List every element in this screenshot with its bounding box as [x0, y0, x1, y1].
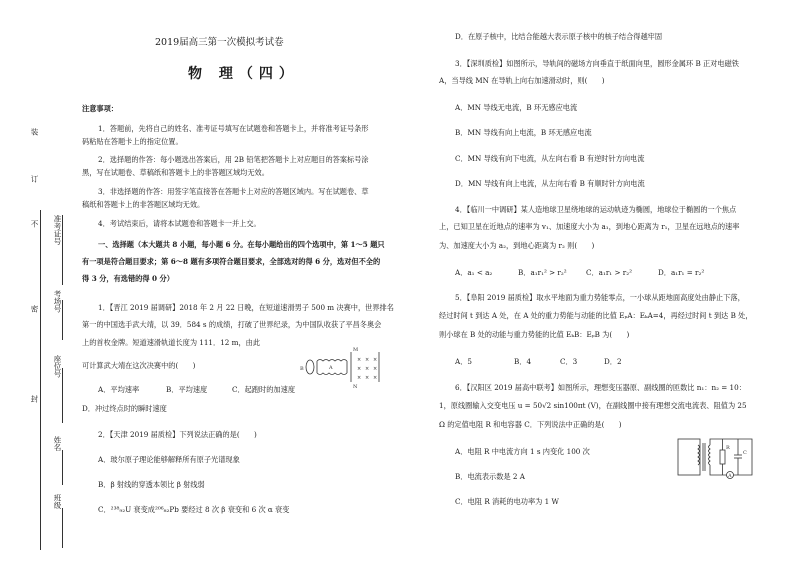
field-line-3 — [62, 368, 63, 423]
q1-option-d: D．冲过终点时的瞬时速度 — [82, 404, 167, 413]
q5-option-c: C．3 — [560, 357, 578, 366]
seal-line — [40, 210, 41, 550]
q5-option-a: A．5 — [455, 357, 472, 366]
q6-option-c: C．电阻 R 消耗的电功率为 1 W — [455, 497, 559, 506]
note-1-line-1: 1．答题前，先将自己的姓名、准考证号填写在试题卷和答题卡上，并将准考证号条形 — [98, 124, 369, 133]
q4-line-1: 4．【临川一中调研】某人造地球卫星绕地球的运动轨迹为椭圆，地球位于椭圆的一个焦点 — [455, 205, 737, 214]
q3-option-c: C．MN 导线有向下电流，从左向右看 B 有逆时针方向电流 — [455, 154, 645, 163]
margin-label-2: 订 — [30, 175, 39, 183]
q6-label-ammeter: A — [728, 474, 732, 479]
note-3-line-2: 稿纸和答题卡上的非答题区域均无效。 — [82, 200, 205, 209]
exam-title: 2019届高三第一次模拟考试卷 — [155, 37, 284, 48]
svg-text:×: × — [365, 366, 370, 372]
note-3-line-1: 3．非选择题的作答：用签字笔直接答在答题卡上对应的答题区域内。写在试题卷、草 — [98, 187, 369, 196]
q6-line-2: 1，原线圈输入交变电压 u = 50√2 sin100πt (V)，在副线圈中接有理想交流电流表、阻值为 25 — [439, 401, 747, 410]
field-line-1 — [62, 215, 63, 285]
svg-text:×: × — [373, 366, 378, 372]
margin-label-3: 不 — [30, 220, 39, 228]
q6-label-c: C — [743, 450, 747, 456]
svg-text:×: × — [365, 375, 370, 381]
note-1-line-2: 码粘贴在答题卡上的指定位置。 — [82, 137, 183, 146]
q1-label-a: A — [329, 365, 333, 371]
q4-option-a: A．a₁ < a₂ — [455, 268, 493, 277]
svg-text:×: × — [357, 357, 362, 363]
q2-option-d: D．在原子核中，比结合能越大表示原子核中的核子结合得越牢固 — [455, 32, 663, 41]
q4-line-2: 上，已知卫星在近地点的速率为 v₁、加速度大小为 a₁，到地心距离为 r₁，卫星在远地点的速率 — [439, 222, 740, 231]
q3-line-2: A，当导线 MN 在导轨上向右加速滑动时，则( ) — [439, 76, 605, 85]
field-name: 姓名 — [53, 436, 62, 451]
q2-option-b: B．β 射线的穿透本领比 β 射线弱 — [98, 480, 205, 489]
q2-stem: 2．【天津 2019 届质检】下列说法正确的是( ) — [98, 430, 257, 439]
q1-option-c: C．起跑时的加速度 — [232, 385, 296, 394]
q1-option-b: B．平均速度 — [166, 385, 208, 394]
q3-line-1: 3．【深圳质检】如图所示，导轨间的磁场方向垂直于纸面向里，圆形金属环 B 正对电磁铁 — [455, 59, 739, 68]
q6-line-1: 6．【汉阳区 2019 届高中联考】如图所示，理想变压器原、副线圈的匝数比 n₁：n₂ = 10： — [455, 383, 746, 392]
field-line-2 — [62, 300, 63, 340]
q2-option-c: C．²³⁸₉₂U 衰变成²⁰⁶₈₂Pb 要经过 8 次 β 衰变和 6 次 α 衰变 — [98, 505, 290, 514]
svg-text:×: × — [373, 375, 378, 381]
q1-option-a: A．平均速率 — [98, 385, 140, 394]
margin-label-4: 密 — [30, 305, 39, 313]
q6-option-a: A．电阻 R 中电流方向 1 s 内变化 100 次 — [455, 447, 590, 456]
q2-option-a: A．玻尔原子理论能够解释所有原子光谱现象 — [98, 455, 240, 464]
q4-option-c: C．a₁r₁ > r₂² — [586, 268, 632, 277]
q1-line-2: 第一的中国选手武大靖，以 39．584 s 的成绩，打破了世界纪录，为中国队收获了平昌冬奥会 — [82, 320, 382, 329]
q4-line-3: 为、加速度大小为 a₂，到地心距离为 r₂ 则( ) — [439, 241, 595, 250]
svg-text:×: × — [365, 357, 370, 363]
q5-line-1: 5．【阜阳 2019 届质检】取水平地面为重力势能零点，一小球从距地面高度处由静止下落， — [455, 293, 745, 302]
note-4-line-1: 4．考试结束后，请将本试题卷和答题卡一并上交。 — [98, 219, 261, 228]
field-seat-number: 座位号 — [53, 355, 62, 378]
q5-option-b: B．4 — [514, 357, 532, 366]
margin-label-1: 装 — [30, 128, 39, 136]
svg-text:×: × — [357, 366, 362, 372]
q1-line-4: 可计算武大靖在这次决赛中的( ) — [82, 361, 196, 370]
q5-line-3: 则小球在 B 处的动能与重力势能的比值 EₖB：EₚB 为( ) — [439, 330, 630, 339]
q4-option-d: D．a₁r₁ = r₂² — [658, 268, 705, 277]
field-class: 班级 — [53, 494, 62, 509]
q1-label-b: B — [300, 366, 304, 372]
q1-label-m: M — [353, 347, 359, 353]
q3-option-a: A．MN 导线无电流，B 环无感应电流 — [455, 103, 578, 112]
q1-line-3: 上的首枚金牌。短道速滑轨道长度为 111．12 m，由此 — [82, 338, 261, 347]
field-line-5 — [62, 508, 63, 548]
field-line-4 — [62, 450, 63, 485]
q3-option-b: B．MN 导线有向上电流，B 环无感应电流 — [455, 128, 592, 137]
q6-label-r: R — [726, 445, 730, 451]
section1-line-2: 有一项是符合题目要求；第 6～8 题有多项符合题目要求，全部选对的得 6 分，选对但不全的 — [82, 257, 381, 266]
q4-option-b: B．a₁r₁² > r₂² — [518, 268, 567, 277]
svg-text:×: × — [373, 357, 378, 363]
q5-line-2: 经过时间 t 到达 A 处，在 A 处的重力势能与动能的比值 EₚA：EₖA=4，再经过时间 t 到达 B 处， — [439, 311, 753, 320]
note-2-line-1: 2．选择题的作答：每小题选出答案后，用 2B 铅笔把答题卡上对应题目的答案标号涂 — [98, 155, 369, 164]
q1-figure — [300, 347, 383, 390]
q1-line-1: 1．【晋江 2019 届调研】2018 年 2 月 22 日晚，在短道速滑男子 500 m 决赛中，世界排名 — [98, 303, 394, 312]
section1-line-1: 一、选择题（本大题共 8 小题，每小题 6 分。在每小题给出的四个选项中，第 1～5 题只 — [98, 240, 385, 249]
section1-line-3: 得 3 分，有选错的得 0 分） — [82, 274, 174, 283]
q6-option-b: B．电流表示数是 2 A — [455, 472, 525, 481]
q6-figure — [676, 433, 756, 483]
q3-option-d: D．MN 导线有向上电流，从左向右看 B 有顺时针方向电流 — [455, 179, 645, 188]
subject-title: 物 理（四） — [188, 66, 299, 82]
field-room-number: 考场号 — [53, 290, 62, 313]
q5-option-d: D．2 — [604, 357, 622, 366]
q1-label-n: N — [353, 384, 358, 390]
field-exam-number: 准考证号 — [53, 215, 62, 245]
q6-line-3: Ω 的定值电阻 R 和电容器 C．下列说法中正确的是( ) — [439, 420, 622, 429]
note-2-line-2: 黑，写在试题卷、草稿纸和答题卡上的非答题区域均无效。 — [82, 168, 269, 177]
svg-text:×: × — [357, 375, 362, 381]
notes-title: 注意事项： — [82, 104, 118, 113]
margin-label-5: 封 — [30, 395, 39, 403]
